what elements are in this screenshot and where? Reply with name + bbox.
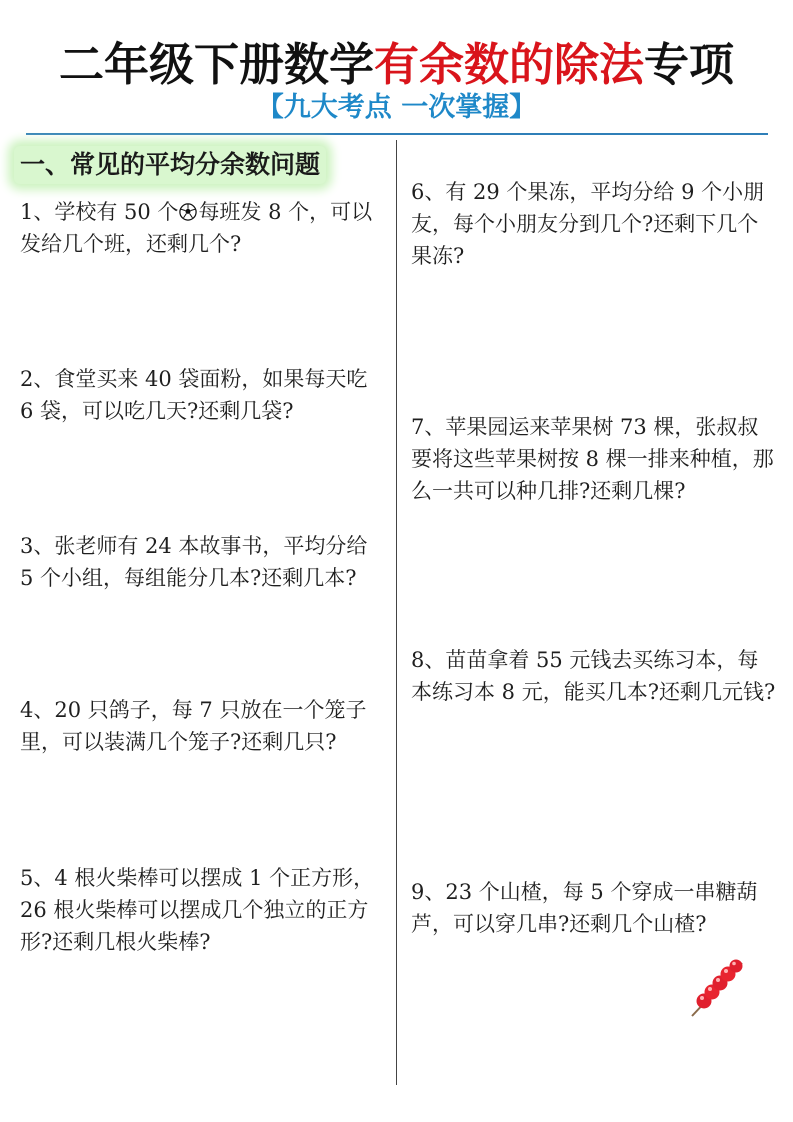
column-divider: [396, 140, 397, 1085]
question-2: 2、食堂买来 40 袋面粉，如果每天吃 6 袋，可以吃几天?还剩几袋?: [20, 367, 368, 423]
question-9: 9、23 个山楂，每 5 个穿成一串糖葫芦，可以穿几串?还剩几个山楂?: [411, 880, 758, 936]
question-8: 8、苗苗拿着 55 元钱去买练习本，每本练习本 8 元，能买几本?还剩几元钱?: [411, 648, 776, 704]
question-7: 7、苹果园运来苹果树 73 棵，张叔叔要将这些苹果树按 8 棵一排来种植，那么一共可以种几排?还剩几棵?: [411, 415, 774, 503]
title-part-black: 二年级下册数学: [58, 38, 374, 91]
page-title: [0, 34, 793, 96]
header-divider: [26, 133, 768, 135]
title-part-tail: 专项: [644, 38, 735, 91]
question-1: [20, 196, 385, 260]
question-5: 5、4 根火柴棒可以摆成 1 个正方形，26 根火柴棒可以摆成几个独立的正方形?还剩几根火柴棒?: [20, 866, 375, 954]
title-part-red: 有余数的除法: [373, 38, 644, 91]
question-1-text-b: 每班发 8 个，可以发给几个班，还剩几个?: [20, 200, 373, 256]
section-heading: 一、常见的平均分余数问题: [14, 146, 326, 184]
question-6: 6、有 29 个果冻，平均分给 9 个小朋友，每个小朋友分到几个?还剩下几个果冻?: [411, 180, 765, 268]
question-1-text-a: 1、学校有 50 个: [20, 200, 179, 224]
soccer-ball-icon: [179, 203, 197, 221]
question-3: 3、张老师有 24 本故事书，平均分给 5 个小组，每组能分几本?还剩几本?: [20, 534, 368, 590]
question-4: 4、20 只鸽子，每 7 只放在一个笼子里，可以装满几个笼子?还剩几只?: [20, 698, 367, 754]
tanghulu-icon: [686, 955, 750, 1019]
page-subtitle: 【九大考点 一次掌握】: [256, 92, 537, 123]
